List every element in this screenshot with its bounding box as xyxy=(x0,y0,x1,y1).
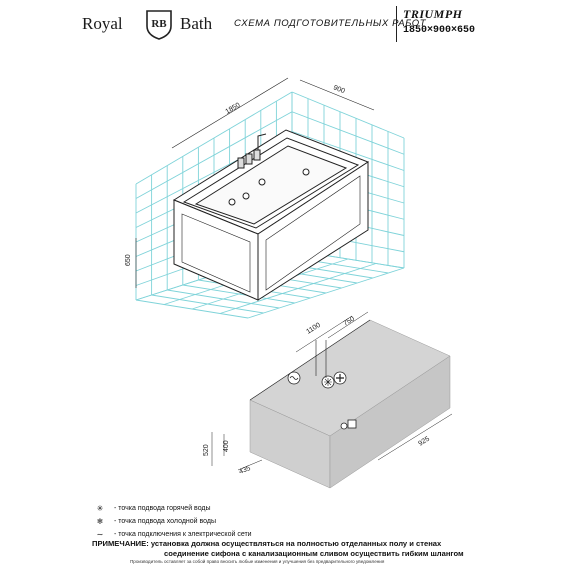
legend-text: - точка подвода горячей воды xyxy=(114,505,211,512)
jet xyxy=(259,179,265,185)
jet xyxy=(303,169,309,175)
legend-text: - точка подвода холодной воды xyxy=(114,518,217,525)
jet xyxy=(229,199,235,205)
dim-750: 750 xyxy=(342,315,356,328)
jet xyxy=(243,193,249,199)
note xyxy=(92,539,464,559)
legend-text: - точка подключения к электрической сети xyxy=(114,531,252,538)
note-label: ПРИМЕЧАНИЕ: xyxy=(92,539,149,548)
brand-mark: RB xyxy=(151,18,167,30)
dim-height: 650 xyxy=(125,254,132,266)
legend-row-hot xyxy=(92,502,252,515)
cold-water-icon: ❄ xyxy=(96,517,104,526)
electric-socket-icon xyxy=(288,372,300,384)
brand-right: Bath xyxy=(180,14,213,33)
dim-length: 1850 xyxy=(224,101,242,116)
hot-water-icon xyxy=(334,372,346,384)
dim-width: 900 xyxy=(332,84,346,96)
dim-1100: 1100 xyxy=(305,321,322,336)
document-title: СХЕМА ПОДГОТОВИТЕЛЬНЫХ РАБОТ xyxy=(234,18,427,29)
dim-520: 520 xyxy=(203,444,210,456)
bathtub xyxy=(174,130,368,300)
dim-400: 400 xyxy=(223,440,230,452)
cold-water-icon xyxy=(322,376,334,388)
brand-left: Royal xyxy=(82,14,123,33)
legend xyxy=(92,502,252,541)
floor-plan xyxy=(212,312,452,488)
footer-disclaimer: Производитель оставляет за собой право вносить любые изменения и улучшения без предварительного уведомления xyxy=(130,559,385,564)
electric-socket-icon: ∼ xyxy=(96,530,104,539)
dim-925: 925 xyxy=(417,435,431,448)
model-dimensions: 1850×900×650 xyxy=(403,25,476,36)
dim-435: 435 xyxy=(238,464,252,476)
note-line-2: соединение сифона с канализационным сливом осуществить гибким шлангом xyxy=(164,549,464,558)
model-name: TRIUMPH xyxy=(403,7,463,21)
note-line-1: установка должна осуществляться на полностью отделанных полу и стенах xyxy=(150,539,442,548)
hot-water-icon: ✳ xyxy=(96,504,104,513)
legend-row-cold xyxy=(92,515,252,528)
